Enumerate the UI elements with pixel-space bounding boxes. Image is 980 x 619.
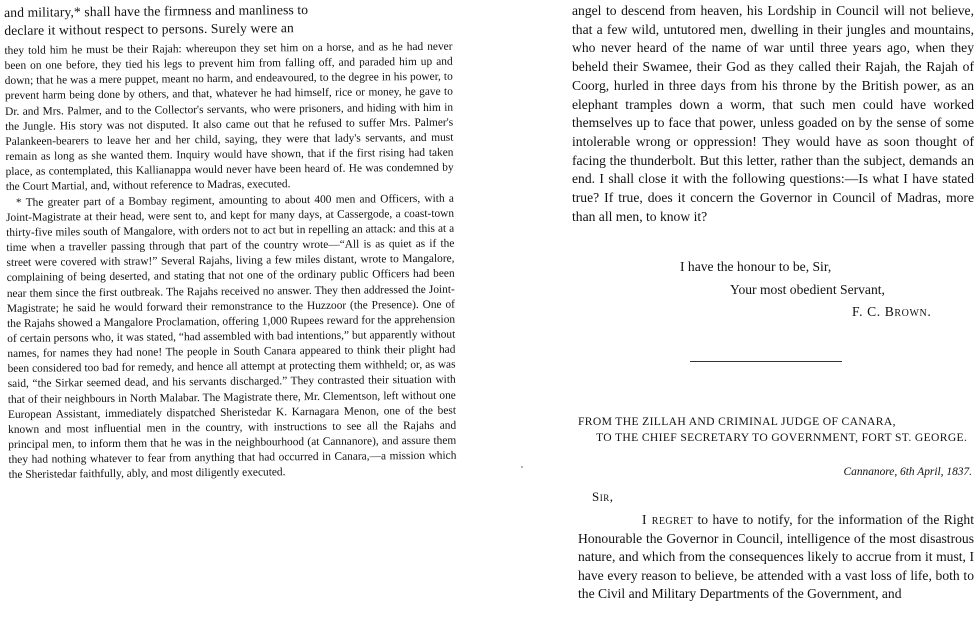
scan-speck <box>521 466 523 468</box>
dateline: Cannanore, 6th April, 1837. <box>843 466 972 478</box>
letter-heading <box>578 414 974 446</box>
section-divider <box>690 361 842 362</box>
left-main-column <box>4 40 456 484</box>
right-top-column <box>572 2 974 226</box>
letter-body-text: to have to notify, for the information of the Right Honourable the Governor in Council, intelligence of the most disastrous nature, and which from the consequences likely to accrue from it must, I have every reason to believe, be attended with a vast loss of life, both to the Civil and Military Departments of the Government, and <box>578 512 974 602</box>
left-top-line-2: declare it without respect to persons. Surely were an <box>4 19 294 38</box>
left-top-text <box>4 0 408 39</box>
left-page <box>0 0 462 619</box>
right-page <box>570 0 974 619</box>
right-top-paragraph: angel to descend from heaven, his Lordship in Council will not believe, that a few wild, untutored men, dwelling in their jungles and mountains, who never heard of the name of war until three years ago, when they beheld their Swamee, their God as they called their Rajah, the Rajah of Coorg, hurled in three days from his throne by the British power, as an elephant tramples down a worm, that such men could have worked themselves up to face that power, unless goaded on by the sense of some intolerable wrong or oppression! They would have as soon thought of facing the thunderbolt. But this letter, rather than the subject, demands an end. I shall close it with the following questions:—Is what I have stated true? If true, does it concern the Governor in Council of Madras, more than all men, to know it? <box>572 3 974 224</box>
signature: F. C. Brown. <box>852 304 932 319</box>
closing-line-2: Your most obedient Servant, <box>730 282 885 297</box>
heading-line-1: FROM THE ZILLAH AND CRIMINAL JUDGE OF CANARA, <box>578 415 896 428</box>
left-top-line-1: and military,* shall have the firmness and manliness to <box>4 2 309 20</box>
letter-opening-caps: I regret <box>642 512 694 527</box>
left-main-paragraph: they told him he must be their Rajah: whereupon they set him on a horse, and as he had never been on one before, they tied his legs to prevent him from falling off, and paraded him up and down; that he was a mere puppet, meant no harm, and endeavoured, to the degree in his power, to prevent harm being done by others, and that, whatever he had himself, rice or money, he gave to Dr. and Mrs. Palmer, and to the Collector's servants, who were prisoners, and hiding with him in the Jungle. His story was not disputed. It also came out that he refused to suffer Mrs. Palmer's Palankeen-bearers to leave her and her child, saying, they were that lady's servants, and must remain as long as she wanted them. Inquiry would have shown, that if the first rising had taken place, as contemplated, this Kallianappa would never have been heard of. He was condemned by the Court Martial, and, without reference to Madras, executed. <box>4 40 454 194</box>
footnote: * The greater part of a Bombay regiment, amounting to about 400 men and Officers, with a Joint-Magistrate at their head, were sent to, and kept for many days, at Cassergode, a coast-town thirty-five miles south of Mangalore, with orders not to act but in repelling an attack: and this at a time when a traveller passing through that part of the country wrote—“All is as quiet as if the street were covered with straw!” Several Rajahs, living a few miles distant, wrote to Mangalore, complaining of being deserted, and stating that not one of the ordinary public Officers had been near them since the first outbreak. The Rajahs received no answer. They then addressed the Joint-Magistrate; he said he would forward their remonstrance to the Huzzoor (the Presence). One of the Rajahs showed a Mangalore Proclamation, offering 1,000 Rupees reward for the apprehension of certain persons who, it was stated, “had assembled with bad intentions,” but apparently without names, for names they had none! The people in South Canara appeared to think their plight had been considered too bad for remedy, and hence all attempt at protecting them withheld; or, as was said, “the Sirkar seemed dead, and his servants discharged.” They contrasted their situation with that of their neighbours in North Malabar. The Magistrate there, Mr. Clementson, left without one European Assistant, immediately dispatched Sheristedar K. Karnagara Menon, one of the best known and most influential men in the country, with instructions to see all the Rajahs and principal men, to inform them that he was in the neighbourhood (at Cannanore), and assure them they had nothing whatever to fear from anything that had occurred in Canara,—a mission which the Sheristedar faithfully, ably, and most diligently executed. <box>6 192 457 482</box>
letter-body <box>578 511 974 604</box>
salutation: Sir, <box>592 489 614 504</box>
closing-line-1: I have the honour to be, Sir, <box>680 259 832 274</box>
heading-line-2: TO THE CHIEF SECRETARY TO GOVERNMENT, FORT ST. GEORGE. <box>596 431 968 444</box>
